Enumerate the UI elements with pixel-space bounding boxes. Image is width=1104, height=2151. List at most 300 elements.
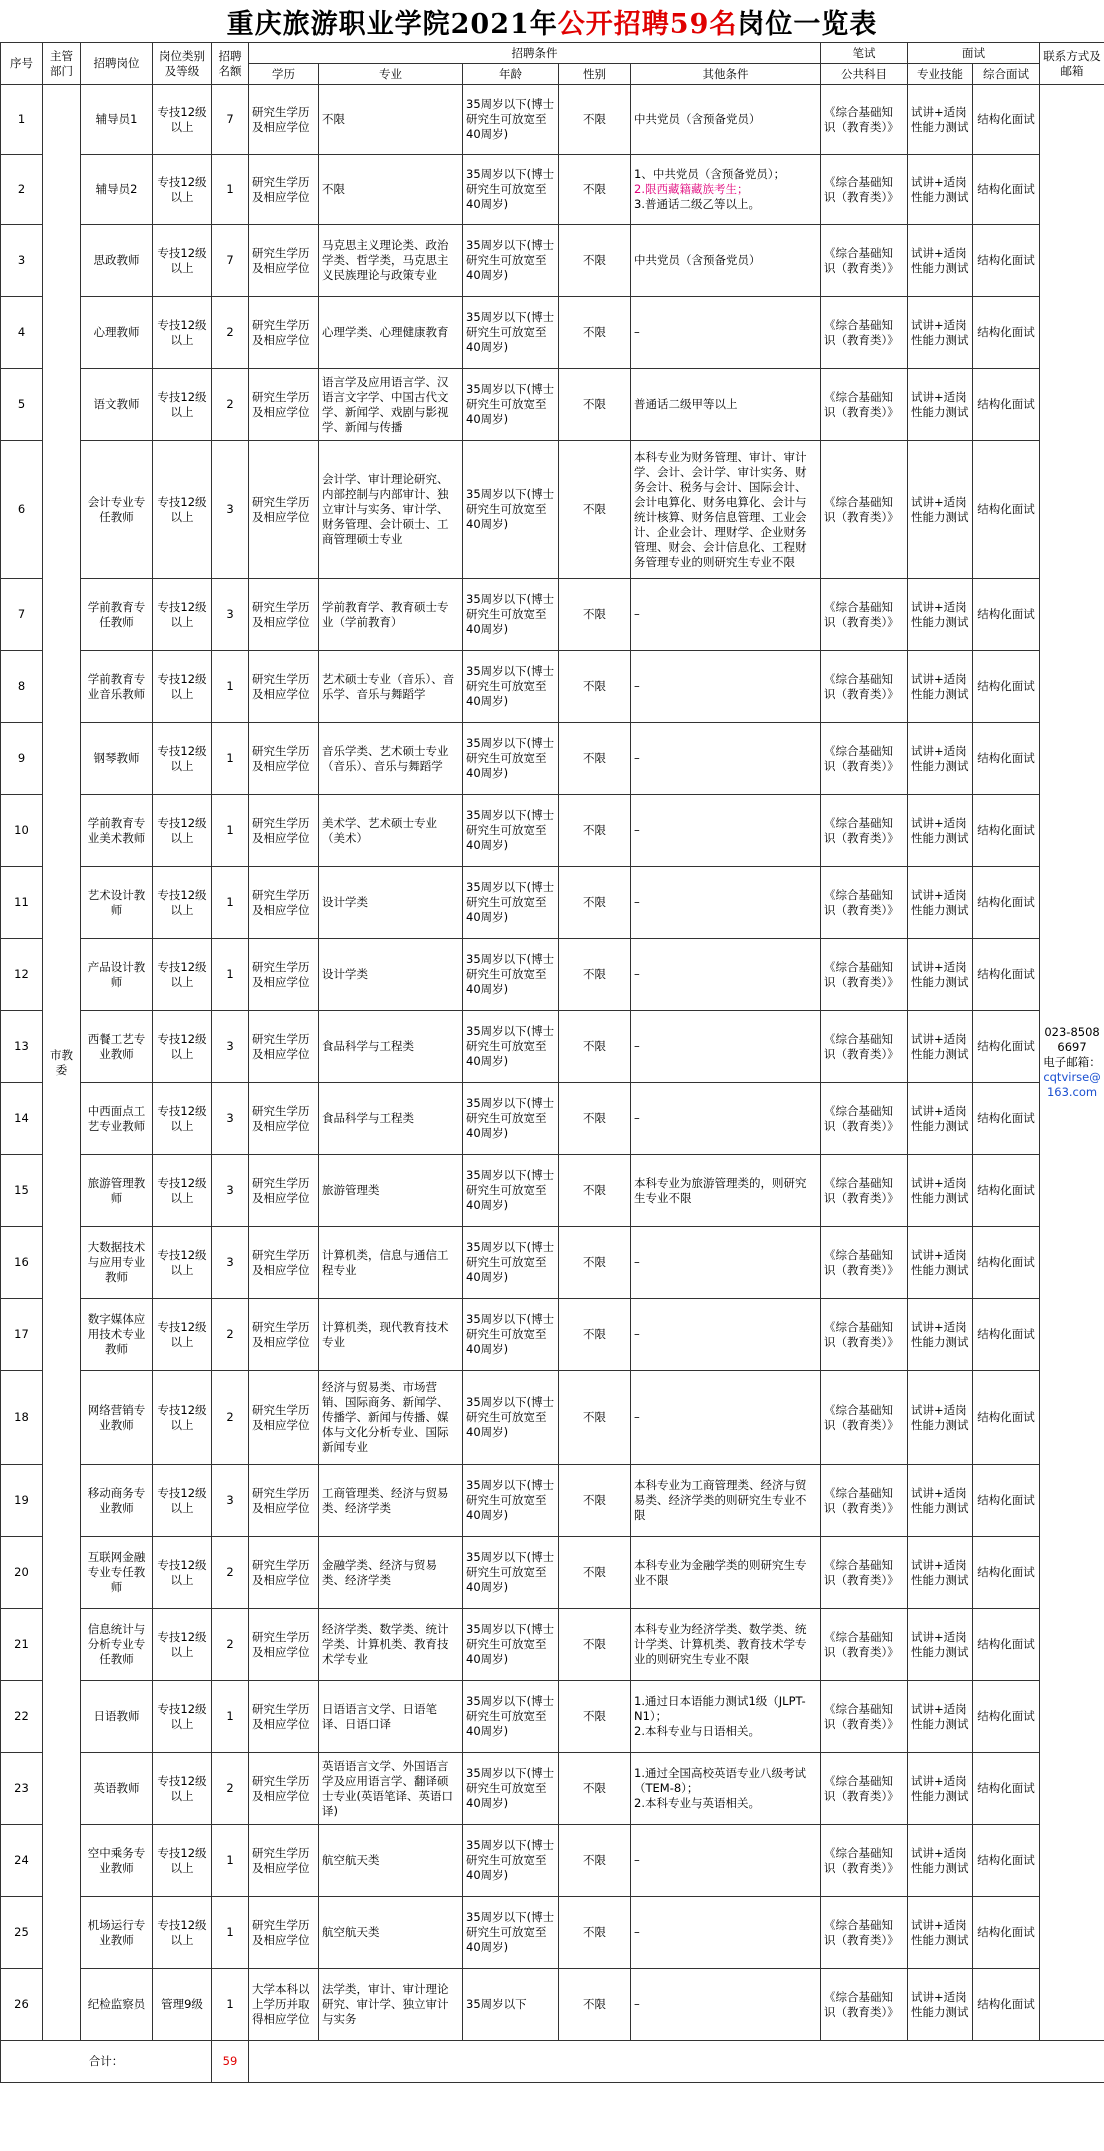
- table-row: [1, 1753, 1104, 1825]
- cell-exam: 《综合基础知识（教育类）》: [821, 1371, 908, 1465]
- cell-major: 马克思主义理论类、政治学类、哲学类，马克思主义民族理论与政策专业: [319, 225, 463, 297]
- cell-quota: 1: [212, 795, 249, 867]
- cell-quota: 7: [212, 85, 249, 155]
- cell-age: 35周岁以下(博士研究生可放宽至40周岁): [463, 1011, 559, 1083]
- other-condition-line: 1、中共党员（含预备党员）；: [634, 167, 786, 181]
- other-condition-line: 1.通过全国高校英语专业八级考试（TEM-8）；: [634, 1766, 806, 1795]
- cell-other: [631, 1897, 821, 1969]
- cell-education: 研究生学历及相应学位: [249, 297, 319, 369]
- cell-interview: 结构化面试: [973, 723, 1040, 795]
- cell-education: 研究生学历及相应学位: [249, 1825, 319, 1897]
- cell-age: 35周岁以下(博士研究生可放宽至40周岁): [463, 1609, 559, 1681]
- cell-education: 研究生学历及相应学位: [249, 1155, 319, 1227]
- cell-seq: 8: [1, 651, 43, 723]
- cell-category: 专技12级以上: [153, 1083, 212, 1155]
- cell-category: 管理9级: [153, 1969, 212, 2041]
- cell-other: [631, 155, 821, 225]
- cell-seq: 1: [1, 85, 43, 155]
- cell-exam: 《综合基础知识（教育类）》: [821, 1753, 908, 1825]
- cell-interview: 结构化面试: [973, 225, 1040, 297]
- cell-gender: 不限: [559, 723, 631, 795]
- cell-interview: 结构化面试: [973, 1465, 1040, 1537]
- other-condition-line: –: [634, 1327, 640, 1341]
- cell-exam: 《综合基础知识（教育类）》: [821, 1083, 908, 1155]
- cell-education: 研究生学历及相应学位: [249, 1299, 319, 1371]
- cell-skill: 试讲+适岗性能力测试: [908, 1753, 973, 1825]
- cell-interview: 结构化面试: [973, 1897, 1040, 1969]
- cell-other: [631, 939, 821, 1011]
- contact-phone: 023-85086697: [1044, 1025, 1100, 1054]
- cell-category: 专技12级以上: [153, 939, 212, 1011]
- cell-quota: 1: [212, 1969, 249, 2041]
- cell-seq: 3: [1, 225, 43, 297]
- cell-quota: 7: [212, 225, 249, 297]
- cell-category: 专技12级以上: [153, 1537, 212, 1609]
- cell-education: 研究生学历及相应学位: [249, 1753, 319, 1825]
- cell-other: [631, 1825, 821, 1897]
- cell-other: [631, 1011, 821, 1083]
- header-skill: 专业技能: [908, 64, 973, 85]
- cell-education: 研究生学历及相应学位: [249, 939, 319, 1011]
- cell-post: 钢琴教师: [81, 723, 153, 795]
- cell-quota: 3: [212, 1011, 249, 1083]
- cell-post: 学前教育专任教师: [81, 579, 153, 651]
- cell-post: 日语教师: [81, 1681, 153, 1753]
- cell-interview: 结构化面试: [973, 1083, 1040, 1155]
- cell-interview: 结构化面试: [973, 579, 1040, 651]
- table-row: [1, 297, 1104, 369]
- cell-other: [631, 1083, 821, 1155]
- cell-exam: 《综合基础知识（教育类）》: [821, 1227, 908, 1299]
- cell-seq: 15: [1, 1155, 43, 1227]
- cell-age: 35周岁以下(博士研究生可放宽至40周岁): [463, 795, 559, 867]
- cell-gender: 不限: [559, 297, 631, 369]
- cell-category: 专技12级以上: [153, 1371, 212, 1465]
- cell-seq: 10: [1, 795, 43, 867]
- other-condition-line: 普通话二级甲等以上: [634, 397, 738, 411]
- table-row: [1, 1011, 1104, 1083]
- cell-interview: 结构化面试: [973, 1155, 1040, 1227]
- cell-exam: 《综合基础知识（教育类）》: [821, 85, 908, 155]
- contact-email-link[interactable]: cqtvirse@163.com: [1043, 1070, 1101, 1099]
- cell-skill: 试讲+适岗性能力测试: [908, 1609, 973, 1681]
- cell-other: [631, 1681, 821, 1753]
- cell-seq: 20: [1, 1537, 43, 1609]
- other-condition-line: –: [634, 1255, 640, 1269]
- other-condition-line: –: [634, 751, 640, 765]
- cell-major: 法学类，审计、审计理论研究、审计学、独立审计与实务: [319, 1969, 463, 2041]
- cell-education: 研究生学历及相应学位: [249, 369, 319, 441]
- cell-quota: 2: [212, 297, 249, 369]
- cell-skill: 试讲+适岗性能力测试: [908, 1227, 973, 1299]
- cell-skill: 试讲+适岗性能力测试: [908, 155, 973, 225]
- cell-seq: 18: [1, 1371, 43, 1465]
- cell-post: 思政教师: [81, 225, 153, 297]
- cell-category: 专技12级以上: [153, 723, 212, 795]
- cell-category: 专技12级以上: [153, 651, 212, 723]
- cell-other: [631, 297, 821, 369]
- cell-gender: 不限: [559, 579, 631, 651]
- cell-other: [631, 1299, 821, 1371]
- header-contact: 联系方式及邮箱: [1040, 43, 1104, 85]
- cell-post: 信息统计与分析专业专任教师: [81, 1609, 153, 1681]
- cell-category: 专技12级以上: [153, 369, 212, 441]
- cell-category: 专技12级以上: [153, 1011, 212, 1083]
- cell-interview: 结构化面试: [973, 867, 1040, 939]
- cell-exam: 《综合基础知识（教育类）》: [821, 1681, 908, 1753]
- cell-post: 旅游管理教师: [81, 1155, 153, 1227]
- cell-skill: 试讲+适岗性能力测试: [908, 867, 973, 939]
- other-condition-line: 本科专业为旅游管理类的，则研究生专业不限: [634, 1175, 807, 1205]
- cell-category: 专技12级以上: [153, 1897, 212, 1969]
- cell-other: [631, 1371, 821, 1465]
- cell-post: 移动商务专业教师: [81, 1465, 153, 1537]
- cell-post: 语文教师: [81, 369, 153, 441]
- cell-gender: 不限: [559, 1681, 631, 1753]
- cell-quota: 1: [212, 155, 249, 225]
- recruitment-table: [0, 42, 1104, 2083]
- cell-exam: 《综合基础知识（教育类）》: [821, 1011, 908, 1083]
- cell-age: 35周岁以下(博士研究生可放宽至40周岁): [463, 651, 559, 723]
- cell-interview: 结构化面试: [973, 1609, 1040, 1681]
- cell-age: 35周岁以下(博士研究生可放宽至40周岁): [463, 1371, 559, 1465]
- cell-education: 研究生学历及相应学位: [249, 441, 319, 579]
- cell-major: 不限: [319, 85, 463, 155]
- cell-other: [631, 85, 821, 155]
- table-row: [1, 1537, 1104, 1609]
- cell-major: 音乐学类、艺术硕士专业（音乐）、音乐与舞蹈学: [319, 723, 463, 795]
- cell-quota: 1: [212, 723, 249, 795]
- cell-skill: 试讲+适岗性能力测试: [908, 1155, 973, 1227]
- cell-exam: 《综合基础知识（教育类）》: [821, 939, 908, 1011]
- cell-interview: 结构化面试: [973, 1227, 1040, 1299]
- cell-age: 35周岁以下(博士研究生可放宽至40周岁): [463, 1299, 559, 1371]
- cell-skill: 试讲+适岗性能力测试: [908, 1465, 973, 1537]
- cell-category: 专技12级以上: [153, 1155, 212, 1227]
- table-row: [1, 867, 1104, 939]
- cell-exam: 《综合基础知识（教育类）》: [821, 155, 908, 225]
- header-gender: 性别: [559, 64, 631, 85]
- cell-gender: 不限: [559, 85, 631, 155]
- cell-other: [631, 1227, 821, 1299]
- other-condition-line: 2.本科专业与日语相关。: [634, 1724, 760, 1738]
- cell-age: 35周岁以下(博士研究生可放宽至40周岁): [463, 1897, 559, 1969]
- header-public-subject: 公共科目: [821, 64, 908, 85]
- cell-other: [631, 1465, 821, 1537]
- header-category: 岗位类别及等级: [153, 43, 212, 85]
- cell-age: 35周岁以下(博士研究生可放宽至40周岁): [463, 1227, 559, 1299]
- cell-category: 专技12级以上: [153, 579, 212, 651]
- cell-skill: 试讲+适岗性能力测试: [908, 1083, 973, 1155]
- table-row: [1, 723, 1104, 795]
- header-quota: 招聘名额: [212, 43, 249, 85]
- cell-skill: 试讲+适岗性能力测试: [908, 1371, 973, 1465]
- cell-dept: 市教委: [43, 85, 81, 2041]
- cell-other: [631, 441, 821, 579]
- cell-seq: 2: [1, 155, 43, 225]
- cell-skill: 试讲+适岗性能力测试: [908, 297, 973, 369]
- cell-quota: 1: [212, 939, 249, 1011]
- cell-education: 研究生学历及相应学位: [249, 1371, 319, 1465]
- title-part-2-highlight: 公开招聘59名: [557, 8, 738, 40]
- cell-age: 35周岁以下(博士研究生可放宽至40周岁): [463, 723, 559, 795]
- cell-seq: 6: [1, 441, 43, 579]
- cell-gender: 不限: [559, 795, 631, 867]
- cell-post: 西餐工艺专业教师: [81, 1011, 153, 1083]
- cell-gender: 不限: [559, 651, 631, 723]
- cell-interview: 结构化面试: [973, 795, 1040, 867]
- cell-exam: 《综合基础知识（教育类）》: [821, 795, 908, 867]
- cell-gender: 不限: [559, 1155, 631, 1227]
- cell-education: 研究生学历及相应学位: [249, 1537, 319, 1609]
- cell-quota: 2: [212, 1537, 249, 1609]
- cell-major: 心理学类、心理健康教育: [319, 297, 463, 369]
- other-condition-line: –: [634, 325, 640, 339]
- cell-interview: 结构化面试: [973, 1681, 1040, 1753]
- cell-major: 食品科学与工程类: [319, 1083, 463, 1155]
- cell-quota: 3: [212, 441, 249, 579]
- cell-exam: 《综合基础知识（教育类）》: [821, 1465, 908, 1537]
- cell-other: [631, 369, 821, 441]
- cell-category: 专技12级以上: [153, 225, 212, 297]
- cell-gender: 不限: [559, 441, 631, 579]
- cell-skill: 试讲+适岗性能力测试: [908, 651, 973, 723]
- cell-quota: 1: [212, 867, 249, 939]
- cell-other: [631, 579, 821, 651]
- cell-interview: 结构化面试: [973, 1371, 1040, 1465]
- cell-gender: 不限: [559, 1825, 631, 1897]
- cell-major: 设计学类: [319, 939, 463, 1011]
- cell-interview: 结构化面试: [973, 1299, 1040, 1371]
- cell-age: 35周岁以下(博士研究生可放宽至40周岁): [463, 369, 559, 441]
- contact-email-label: 电子邮箱：: [1043, 1055, 1101, 1069]
- cell-education: 研究生学历及相应学位: [249, 1609, 319, 1681]
- cell-gender: 不限: [559, 1011, 631, 1083]
- cell-post: 中西面点工艺专业教师: [81, 1083, 153, 1155]
- cell-category: 专技12级以上: [153, 441, 212, 579]
- other-condition-line: 3.普通话二级乙等以上。: [634, 197, 760, 211]
- cell-major: 航空航天类: [319, 1897, 463, 1969]
- cell-interview: 结构化面试: [973, 441, 1040, 579]
- cell-major: 食品科学与工程类: [319, 1011, 463, 1083]
- cell-quota: 1: [212, 1681, 249, 1753]
- cell-category: 专技12级以上: [153, 867, 212, 939]
- cell-major: 英语语言文学、外国语言学及应用语言学、翻译硕士专业(英语笔译、英语口译): [319, 1753, 463, 1825]
- table-row: [1, 1897, 1104, 1969]
- cell-category: 专技12级以上: [153, 1825, 212, 1897]
- cell-age: 35周岁以下(博士研究生可放宽至40周岁): [463, 1155, 559, 1227]
- table-row: [1, 939, 1104, 1011]
- cell-exam: 《综合基础知识（教育类）》: [821, 579, 908, 651]
- cell-exam: 《综合基础知识（教育类）》: [821, 369, 908, 441]
- cell-interview: 结构化面试: [973, 651, 1040, 723]
- other-condition-highlight: 2.限西藏籍藏族考生；: [634, 182, 749, 196]
- cell-quota: 1: [212, 1897, 249, 1969]
- cell-post: 辅导员2: [81, 155, 153, 225]
- cell-major: 学前教育学、教育硕士专业（学前教育）: [319, 579, 463, 651]
- cell-education: 研究生学历及相应学位: [249, 723, 319, 795]
- cell-other: [631, 867, 821, 939]
- cell-age: 35周岁以下(博士研究生可放宽至40周岁): [463, 867, 559, 939]
- cell-seq: 5: [1, 369, 43, 441]
- cell-gender: 不限: [559, 1371, 631, 1465]
- cell-age: 35周岁以下(博士研究生可放宽至40周岁): [463, 1753, 559, 1825]
- table-row: [1, 579, 1104, 651]
- total-value: 59: [212, 2041, 249, 2083]
- cell-seq: 17: [1, 1299, 43, 1371]
- cell-quota: 3: [212, 579, 249, 651]
- other-condition-line: –: [634, 967, 640, 981]
- cell-age: 35周岁以下(博士研究生可放宽至40周岁): [463, 1825, 559, 1897]
- cell-education: 研究生学历及相应学位: [249, 1083, 319, 1155]
- cell-seq: 25: [1, 1897, 43, 1969]
- cell-post: 会计专业专任教师: [81, 441, 153, 579]
- other-condition-line: –: [634, 1997, 640, 2011]
- cell-gender: 不限: [559, 939, 631, 1011]
- cell-skill: 试讲+适岗性能力测试: [908, 369, 973, 441]
- cell-other: [631, 1537, 821, 1609]
- other-condition-line: –: [634, 1111, 640, 1125]
- cell-skill: 试讲+适岗性能力测试: [908, 579, 973, 651]
- cell-exam: 《综合基础知识（教育类）》: [821, 651, 908, 723]
- cell-age: 35周岁以下(博士研究生可放宽至40周岁): [463, 85, 559, 155]
- cell-post: 数字媒体应用技术专业教师: [81, 1299, 153, 1371]
- cell-gender: 不限: [559, 1753, 631, 1825]
- cell-quota: 2: [212, 1609, 249, 1681]
- other-condition-line: 本科专业为金融学类的则研究生专业不限: [634, 1557, 807, 1587]
- cell-major: 不限: [319, 155, 463, 225]
- cell-quota: 2: [212, 1299, 249, 1371]
- cell-education: 研究生学历及相应学位: [249, 225, 319, 297]
- cell-quota: 3: [212, 1227, 249, 1299]
- header-interview: 面试: [908, 43, 1040, 64]
- table-row: [1, 155, 1104, 225]
- cell-gender: 不限: [559, 1299, 631, 1371]
- cell-post: 产品设计教师: [81, 939, 153, 1011]
- cell-seq: 11: [1, 867, 43, 939]
- cell-seq: 21: [1, 1609, 43, 1681]
- cell-other: [631, 651, 821, 723]
- table-row: [1, 1227, 1104, 1299]
- table-row: [1, 795, 1104, 867]
- cell-exam: 《综合基础知识（教育类）》: [821, 1299, 908, 1371]
- cell-age: 35周岁以下(博士研究生可放宽至40周岁): [463, 155, 559, 225]
- cell-category: 专技12级以上: [153, 1753, 212, 1825]
- cell-quota: 2: [212, 1371, 249, 1465]
- header-education: 学历: [249, 64, 319, 85]
- cell-other: [631, 1969, 821, 2041]
- cell-contact: [1040, 85, 1104, 2041]
- cell-skill: 试讲+适岗性能力测试: [908, 795, 973, 867]
- cell-gender: 不限: [559, 1537, 631, 1609]
- cell-gender: 不限: [559, 867, 631, 939]
- table-row: [1, 1609, 1104, 1681]
- cell-interview: 结构化面试: [973, 297, 1040, 369]
- cell-gender: 不限: [559, 1227, 631, 1299]
- other-condition-line: –: [634, 895, 640, 909]
- cell-interview: 结构化面试: [973, 1969, 1040, 2041]
- other-condition-line: 本科专业为工商管理类、经济与贸易类、经济学类的则研究生专业不限: [634, 1478, 807, 1522]
- header-conditions: 招聘条件: [249, 43, 821, 64]
- cell-education: 研究生学历及相应学位: [249, 651, 319, 723]
- cell-gender: 不限: [559, 1969, 631, 2041]
- cell-seq: 9: [1, 723, 43, 795]
- table-row: [1, 1155, 1104, 1227]
- cell-post: 网络营销专业教师: [81, 1371, 153, 1465]
- other-condition-line: –: [634, 1853, 640, 1867]
- cell-category: 专技12级以上: [153, 85, 212, 155]
- header-post: 招聘岗位: [81, 43, 153, 85]
- cell-gender: 不限: [559, 369, 631, 441]
- other-condition-line: 1.通过日本语能力测试1级（JLPT-N1）；: [634, 1694, 806, 1723]
- other-condition-line: –: [634, 823, 640, 837]
- cell-category: 专技12级以上: [153, 795, 212, 867]
- table-row: [1, 1299, 1104, 1371]
- cell-quota: 2: [212, 1753, 249, 1825]
- cell-exam: 《综合基础知识（教育类）》: [821, 1155, 908, 1227]
- cell-post: 机场运行专业教师: [81, 1897, 153, 1969]
- other-condition-line: 中共党员（含预备党员）: [634, 253, 761, 267]
- cell-gender: 不限: [559, 225, 631, 297]
- cell-skill: 试讲+适岗性能力测试: [908, 1969, 973, 2041]
- cell-major: 金融学类、经济与贸易类、经济学类: [319, 1537, 463, 1609]
- cell-other: [631, 1609, 821, 1681]
- cell-major: 美术学、艺术硕士专业（美术）: [319, 795, 463, 867]
- table-row: [1, 1825, 1104, 1897]
- cell-age: 35周岁以下(博士研究生可放宽至40周岁): [463, 939, 559, 1011]
- cell-seq: 7: [1, 579, 43, 651]
- cell-age: 35周岁以下(博士研究生可放宽至40周岁): [463, 579, 559, 651]
- cell-education: 研究生学历及相应学位: [249, 85, 319, 155]
- header-other: 其他条件: [631, 64, 821, 85]
- cell-major: 经济学类、数学类、统计学类、计算机类、教育技术学专业: [319, 1609, 463, 1681]
- total-label: 合计：: [1, 2041, 212, 2083]
- cell-skill: 试讲+适岗性能力测试: [908, 1299, 973, 1371]
- other-condition-line: 本科专业为财务管理、审计、审计学、会计、会计学、审计实务、财务会计、税务与会计、国际会计、会计电算化、财务电算化、会计与统计核算、财务信息管理、工业会计、企业会计、理财学、企业财务管理、财会、会计信息化、工程财务管理专业的则研究生专业不限: [634, 449, 807, 569]
- cell-skill: 试讲+适岗性能力测试: [908, 1897, 973, 1969]
- cell-education: 研究生学历及相应学位: [249, 1227, 319, 1299]
- cell-skill: 试讲+适岗性能力测试: [908, 939, 973, 1011]
- table-row: [1, 85, 1104, 155]
- title-part-1: 重庆旅游职业学院2021年: [226, 8, 558, 40]
- other-condition-line: 2.本科专业与英语相关。: [634, 1796, 760, 1810]
- cell-category: 专技12级以上: [153, 1609, 212, 1681]
- cell-other: [631, 1753, 821, 1825]
- cell-post: 空中乘务专业教师: [81, 1825, 153, 1897]
- cell-skill: 试讲+适岗性能力测试: [908, 723, 973, 795]
- header-seq: 序号: [1, 43, 43, 85]
- cell-age: 35周岁以下(博士研究生可放宽至40周岁): [463, 297, 559, 369]
- cell-seq: 14: [1, 1083, 43, 1155]
- table-row: [1, 441, 1104, 579]
- cell-exam: 《综合基础知识（教育类）》: [821, 1609, 908, 1681]
- cell-interview: 结构化面试: [973, 85, 1040, 155]
- total-row: [1, 2041, 1104, 2083]
- cell-quota: 3: [212, 1083, 249, 1155]
- cell-skill: 试讲+适岗性能力测试: [908, 1011, 973, 1083]
- cell-category: 专技12级以上: [153, 297, 212, 369]
- cell-education: 研究生学历及相应学位: [249, 1011, 319, 1083]
- cell-education: 研究生学历及相应学位: [249, 867, 319, 939]
- cell-seq: 12: [1, 939, 43, 1011]
- cell-gender: 不限: [559, 155, 631, 225]
- table-row: [1, 1083, 1104, 1155]
- cell-seq: 4: [1, 297, 43, 369]
- cell-age: 35周岁以下(博士研究生可放宽至40周岁): [463, 1537, 559, 1609]
- cell-seq: 22: [1, 1681, 43, 1753]
- cell-post: 心理教师: [81, 297, 153, 369]
- cell-quota: 1: [212, 651, 249, 723]
